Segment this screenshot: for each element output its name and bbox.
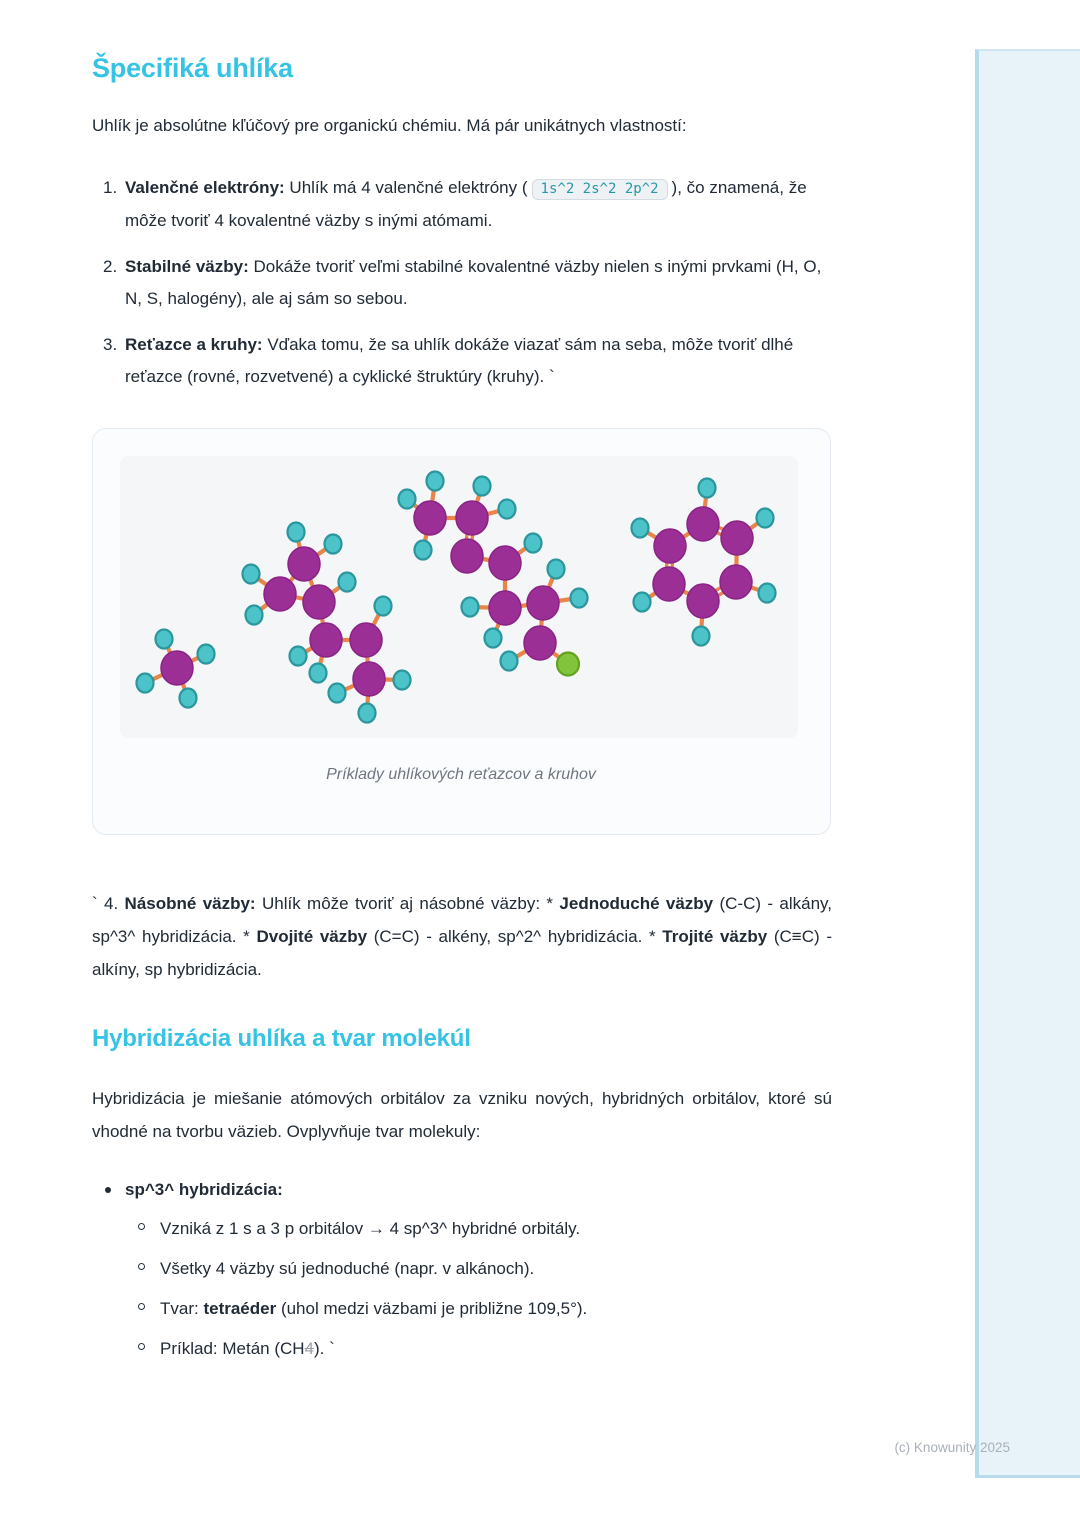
hydrogen-atom [525,534,542,553]
inline-code-chip: 1s^2 2s^2 2p^2 [532,179,668,200]
carbon-atom [264,577,296,611]
hydrogen-atom [375,597,392,616]
carbon-atom [414,501,446,535]
bullet-marker-icon [103,1176,125,1204]
text-run: 4 [304,1339,315,1358]
hydrogen-atom [757,509,774,528]
numbered-list [92,172,832,393]
hydrogen-atom [156,630,173,649]
sub-bullet-text [160,1338,335,1360]
carbon-atom [687,584,719,618]
circle-marker-icon [137,1338,160,1360]
carbon-atom [353,662,385,696]
list-item [92,172,832,237]
text-run: Násobné väzby: [124,894,256,913]
intro-paragraph: Uhlík je absolútne kľúčový pre organickú chémiu. Má pár unikátnych vlastností: [92,116,687,135]
hydrogen-atom [329,684,346,703]
substituent-atom [557,653,579,676]
carbon-atom [489,591,521,625]
carbon-atom [456,501,488,535]
sub-bullet-item [92,1258,832,1280]
sub-bullet-text [160,1298,587,1320]
hydrogen-atom [548,560,565,579]
carbon-atom [527,586,559,620]
circle-marker-icon [137,1218,160,1240]
hydrogen-atom [180,689,197,708]
footer-credit: (c) Knowunity 2025 [894,1440,1010,1455]
carbon-atom [161,651,193,685]
carbon-atom [489,546,521,580]
sub-bullet-text [160,1258,534,1280]
molecule-chain-with-substituent [399,472,588,676]
text-run: Dokáže tvoriť veľmi stabilné kovalentné väzby nielen s inými prvkami (H, O, N, S, halogény), ale aj sám so sebou. [125,257,822,308]
list-item-text [125,251,832,315]
sub-bullet-list [92,1218,832,1360]
text-run: Dvojité väzby [256,927,368,946]
hydrogen-atom [693,627,710,646]
text-run: Valenčné elektróny: [125,178,285,197]
hydrogen-atom [499,500,516,519]
text-run: ` 4. [92,894,125,913]
sub-bullet-item [92,1218,832,1240]
circle-marker-icon [137,1258,160,1280]
bullet-item [92,1176,832,1204]
bullet-item-text [125,1176,283,1204]
hydrogen-atom [571,589,588,608]
molecule-branched-chain [243,523,411,723]
text-run: ), čo znamená, že môže tvoriť 4 kovalentné väzby s inými atómami. [125,178,807,230]
hybridization-paragraph: Hybridizácia je miešanie atómových orbitálov za vzniku nových, hybridných orbitálov, ktoré sú vhodné na tvorbu väzieb. Ovplyvňuje tvar molekuly: [92,1089,832,1141]
text-run: Všetky 4 väzby sú jednoduché (napr. v alkánoch). [160,1259,535,1278]
hydrogen-atom [427,472,444,491]
text-run: (C≡C) - alkíny, sp hybridizácia. [92,927,832,979]
carbon-atom [654,529,686,563]
text-run: Jednoduché väzby [559,894,714,913]
carbon-atom [288,547,320,581]
carbon-atom [721,521,753,555]
carbon-atom [687,507,719,541]
hydrogen-atom [634,593,651,612]
list-item-text [125,172,832,237]
carbon-atom [350,623,382,657]
text-run: Trojité väzby [662,927,768,946]
molecule-figure [120,456,798,738]
list-item-number: 1. [103,178,118,197]
text-run: Uhlík môže tvoriť aj násobné väzby: * [255,894,560,913]
hydrogen-atom [325,535,342,554]
document-content [92,0,832,1378]
carbon-atom [451,539,483,573]
page-title: Špecifiká uhlíka [92,53,293,83]
molecule-ring [632,479,776,646]
carbon-atom [310,623,342,657]
carbon-atom [524,626,556,660]
side-stripe [975,49,1080,1478]
hydrogen-atom [198,645,215,664]
list-item-number: 2. [103,257,118,276]
carbon-atom [720,565,752,599]
list-item-text [125,329,832,393]
figure-card [92,428,831,835]
hydrogen-atom [310,664,327,683]
hydrogen-atom [246,606,263,625]
list-item [92,329,832,393]
text-run: Vzniká z 1 s a 3 p orbitálov → 4 sp^3^ hybridné orbitály. [160,1219,581,1238]
sub-bullet-item [92,1298,832,1320]
hydrogen-atom [288,523,305,542]
hydrogen-atom [759,584,776,603]
hydrogen-atom [474,477,491,496]
carbon-atom [303,585,335,619]
text-run: Reťazce a kruhy: [125,335,263,354]
text-run: Vďaka tomu, že sa uhlík dokáže viazať sám na seba, môže tvoriť dlhé reťazce (rovné, rozvetvené) a cyklické štruktúry (kruhy). ` [125,335,794,386]
list-item [92,251,832,315]
multiple-bonds-paragraph [92,887,832,986]
hydrogen-atom [632,519,649,538]
text-run: Tvar: [160,1299,204,1318]
hydrogen-atom [359,704,376,723]
hydrogen-atom [290,647,307,666]
text-run: (C=C) - alkény, sp^2^ hybridizácia. * [367,927,663,946]
carbon-atom [653,567,685,601]
sub-bullet-item [92,1338,832,1360]
text-run: Uhlík má 4 valenčné elektróny ( [284,178,528,197]
hydrogen-atom [339,573,356,592]
hydrogen-atom [137,674,154,693]
text-run: (C-C) - alkány, sp^3^ hybridizácia. * [92,894,832,946]
bullet-list [92,1176,832,1360]
section-title: Hybridizácia uhlíka a tvar molekúl [92,1025,471,1052]
text-run: Príklad: Metán (CH [160,1339,305,1358]
text-run: tetraéder [203,1299,277,1318]
hydrogen-atom [462,598,479,617]
hydrogen-atom [243,565,260,584]
hydrogen-atom [394,671,411,690]
hydrogen-atom [485,629,502,648]
hydrogen-atom [415,541,432,560]
text-run: sp^3^ hybridizácia: [125,1180,283,1199]
hydrogen-atom [399,490,416,509]
text-run: (uhol medzi väzbami je približne 109,5°). [276,1299,588,1318]
text-run: ). ` [314,1339,335,1358]
text-run: Stabilné väzby: [125,257,249,276]
hydrogen-atom [699,479,716,498]
figure-caption: Príklady uhlíkových reťazcov a kruhov [326,766,596,783]
molecule-methane [137,630,215,708]
sub-bullet-text [160,1218,580,1240]
circle-marker-icon [137,1298,160,1320]
list-item-number: 3. [103,335,118,354]
hydrogen-atom [501,652,518,671]
